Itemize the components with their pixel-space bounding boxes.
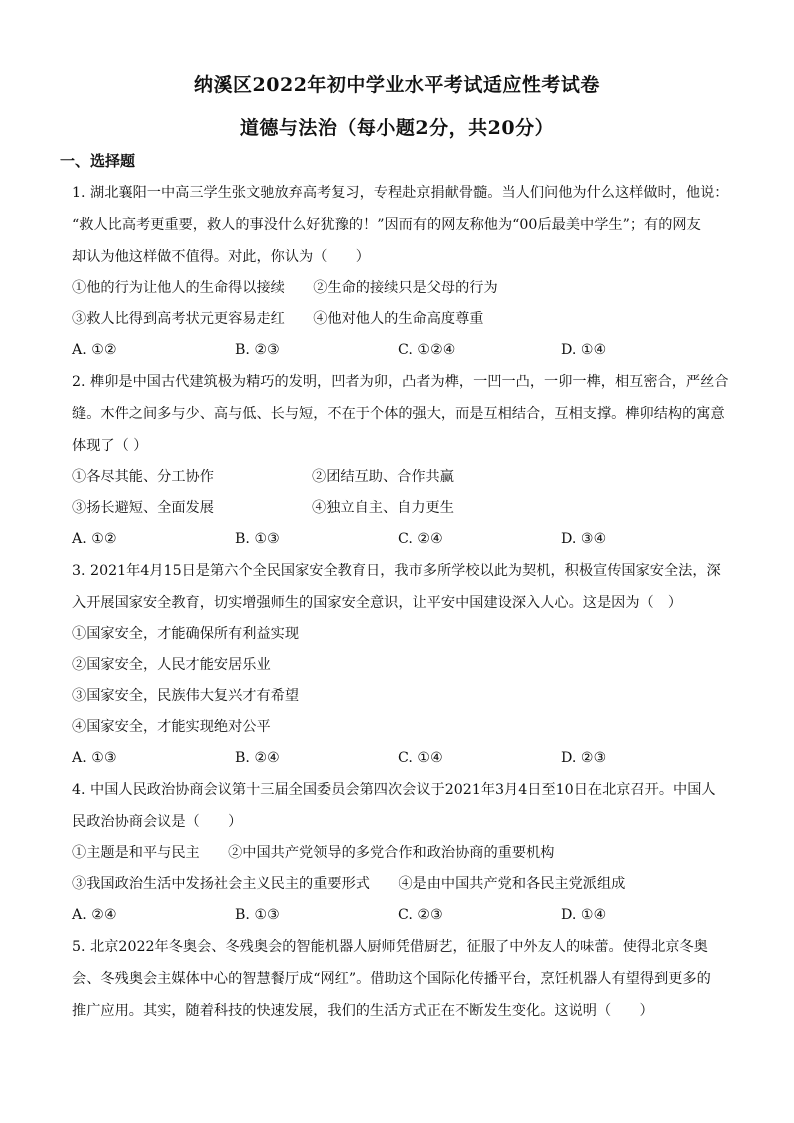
option-d[interactable]: D. ②③ [561, 750, 607, 766]
exam-title: 纳溪区2022年初中学业水平考试适应性考试卷 [194, 74, 600, 96]
option-c[interactable]: C. ②③ [398, 907, 443, 923]
statement: ③国家安全，民族伟大复兴才有希望 [72, 688, 300, 704]
question-1 [72, 177, 732, 366]
question-text-line: 2. 榫卯是中国古代建筑极为精巧的发明，凹者为卯，凸者为榫，一凹一凸，一卯一榫，相互密合，严丝合 [72, 374, 729, 390]
question-text-line: 体现了（ ） [72, 438, 148, 454]
question-2 [72, 366, 732, 555]
statement-row [72, 493, 732, 524]
question-text-line: 缝。木件之间多与少、高与低、长与短，不在于个体的强大，而是互相结合，互相支撑。榫卯结构的寓意 [72, 406, 725, 422]
statement: ③救人比得到高考状元更容易走红 ④他对他人的生命高度尊重 [72, 311, 484, 327]
statement: ③我国政治生活中发扬社会主义民主的重要形式 ④是由中国共产党和各民主党派组成 [72, 876, 626, 892]
question-text-line: 4. 中国人民政治协商会议第十三届全国委员会第四次会议于2021年3月4日至10日在北京召开。中国人 [72, 782, 716, 798]
section-heading: 一、选择题 [60, 152, 136, 170]
question-text-line: 推广应用。其实，随着科技的快速发展，我们的生活方式正在不断发生变化。这说明（ ） [72, 1003, 654, 1019]
statement: ④国家安全，才能实现绝对公平 [72, 719, 271, 735]
question-text-line: 入开展国家安全教育，切实增强师生的国家安全意识，让平安中国建设深入人心。这是因为（ ） [72, 595, 683, 611]
statement: ①主题是和平与民主 ②中国共产党领导的多党合作和政治协商的重要机构 [72, 845, 555, 861]
option-a[interactable]: A. ②④ [72, 907, 117, 923]
answer-options [72, 900, 732, 931]
exam-subtitle: 道德与法治（每小题2分，共20分） [239, 117, 555, 139]
option-d[interactable]: D. ①④ [561, 907, 607, 923]
option-c[interactable]: C. ①②④ [398, 342, 456, 358]
question-text-line: 会、冬残奥会主媒体中心的智慧餐厅成“网红”。借助这个国际化传播平台，烹饪机器人有望得到更多的 [72, 971, 711, 987]
option-a[interactable]: A. ①③ [72, 750, 117, 766]
statement: ②团结互助、合作共赢 [312, 469, 454, 485]
option-d[interactable]: D. ①④ [561, 342, 607, 358]
statement: ③扬长避短、全面发展 [72, 500, 214, 516]
statement: ①他的行为让他人的生命得以接续 ②生命的接续只是父母的行为 [72, 280, 498, 296]
question-text-line: 5. 北京2022年冬奥会、冬残奥会的智能机器人厨师凭借厨艺，征服了中外友人的味蕾。使得北京冬奥 [72, 939, 708, 955]
option-b[interactable]: B. ①③ [235, 907, 280, 923]
statement: ①国家安全，才能确保所有利益实现 [72, 626, 300, 642]
question-4 [72, 774, 732, 931]
option-d[interactable]: D. ③④ [561, 531, 607, 547]
option-c[interactable]: C. ②④ [398, 531, 443, 547]
option-b[interactable]: B. ①③ [235, 531, 280, 547]
statement: ②国家安全，人民才能安居乐业 [72, 657, 271, 673]
statement: ④独立自主、自力更生 [312, 500, 454, 516]
answer-options [72, 524, 732, 555]
question-text-line: 3. 2021年4月15日是第六个全民国家安全教育日，我市多所学校以此为契机，积极宣传国家安全法，深 [72, 563, 721, 579]
question-5 [72, 931, 732, 1027]
statement-row [72, 462, 732, 493]
question-text-line: 却认为他这样做不值得。对此，你认为（ ） [72, 249, 370, 265]
question-list [72, 177, 732, 1027]
question-3 [72, 555, 732, 774]
answer-options [72, 743, 732, 774]
answer-options [72, 335, 732, 366]
option-b[interactable]: B. ②③ [235, 342, 280, 358]
option-b[interactable]: B. ②④ [235, 750, 280, 766]
statement: ①各尽其能、分工协作 [72, 469, 214, 485]
option-a[interactable]: A. ①② [72, 342, 117, 358]
option-c[interactable]: C. ①④ [398, 750, 443, 766]
option-a[interactable]: A. ①② [72, 531, 117, 547]
question-text-line: 1. 湖北襄阳一中高三学生张文驰放弃高考复习，专程赴京捐献骨髓。当人们问他为什么这样做时，他说： [72, 185, 729, 201]
question-text-line: “救人比高考更重要，救人的事没什么好犹豫的！”因而有的网友称他为“00后最美中学生”；有的网友 [72, 217, 701, 233]
question-text-line: 民政治协商会议是（ ） [72, 814, 243, 830]
